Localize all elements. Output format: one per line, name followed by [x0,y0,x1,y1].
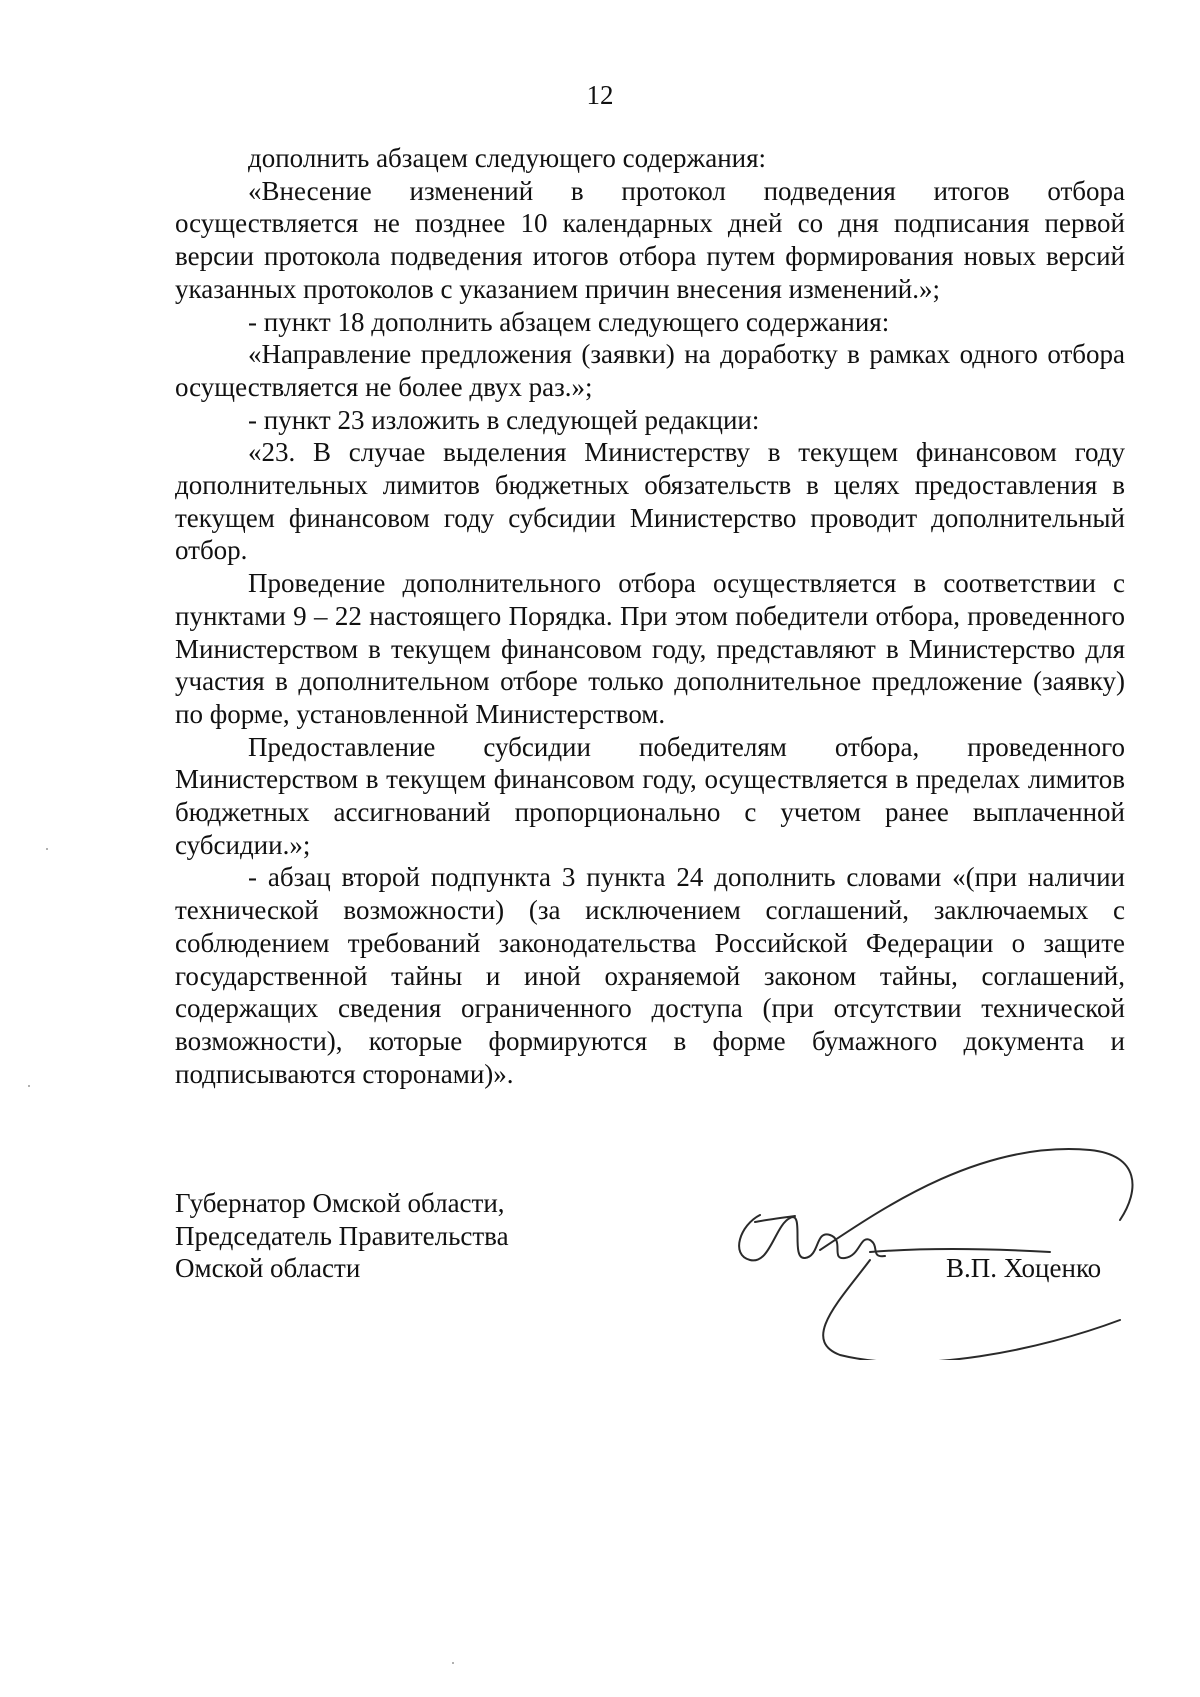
paragraph: Проведение дополнительного отбора осуществляется в соответствии с пунктами 9 – 22 настоящего Порядка. При этом победители отбора, проведенного Министерством в текущем финансовом году, представляют в Министерство для участия в дополнительном отборе только дополнительное предложение (заявку) по форме, установленной Министерством. [175,568,1125,729]
paragraph: «Направление предложения (заявки) на доработку в рамках одного отбора осуществляется не более двух раз.»; [175,339,1125,402]
scan-speck [46,848,48,850]
scan-speck [28,1085,30,1087]
body-text [175,142,1125,1090]
paragraph: «Внесение изменений в протокол подведения итогов отбора осуществляется не позднее 10 календарных дней со дня подписания первой версии протокола подведения итогов отбора путем формирования новых версий указанных протоколов с указанием причин внесения изменений.»; [175,175,1125,304]
handwritten-signature [720,1130,1150,1360]
signatory-title-line: Омской области [175,1253,361,1284]
signatory-title-line: Губернатор Омской области, [175,1188,505,1218]
paragraph: Предоставление субсидии победителям отбора, проведенного Министерством в текущем финансовом году, осуществляется в пределах лимитов бюджетных ассигнований пропорционально с учетом ранее выплаченной субсидии.»; [175,731,1125,860]
paragraph: - абзац второй подпункта 3 пункта 24 дополнить словами «(при наличии технической возможности) (за исключением соглашений, заключаемых с соблюдением требований законодательства Российской Федерации о защите государственной тайны и иной охраняемой законом тайны, соглашений, содержащих сведения ограниченного доступа (при отсутствии технической возможности), которые формируются в форме бумажного документа и подписываются сторонами)». [175,862,1125,1089]
page-number: 12 [586,80,614,110]
paragraph: «23. В случае выделения Министерству в текущем финансовом году дополнительных лимитов бюджетных обязательств в целях предоставления в текущем финансовом году субсидии Министерство проводит дополнительный отбор. [175,437,1125,566]
scan-speck [452,1662,454,1664]
paragraph: - пункт 18 дополнить абзацем следующего содержания: [248,306,890,337]
paragraph: - пункт 23 изложить в следующей редакции: [248,404,760,435]
signatory-title [175,1187,509,1285]
signatory-name: В.П. Хоценко [946,1253,1102,1283]
signatory-title-line: Председатель Правительства [175,1220,509,1251]
paragraph: дополнить абзацем следующего содержания: [248,143,767,173]
